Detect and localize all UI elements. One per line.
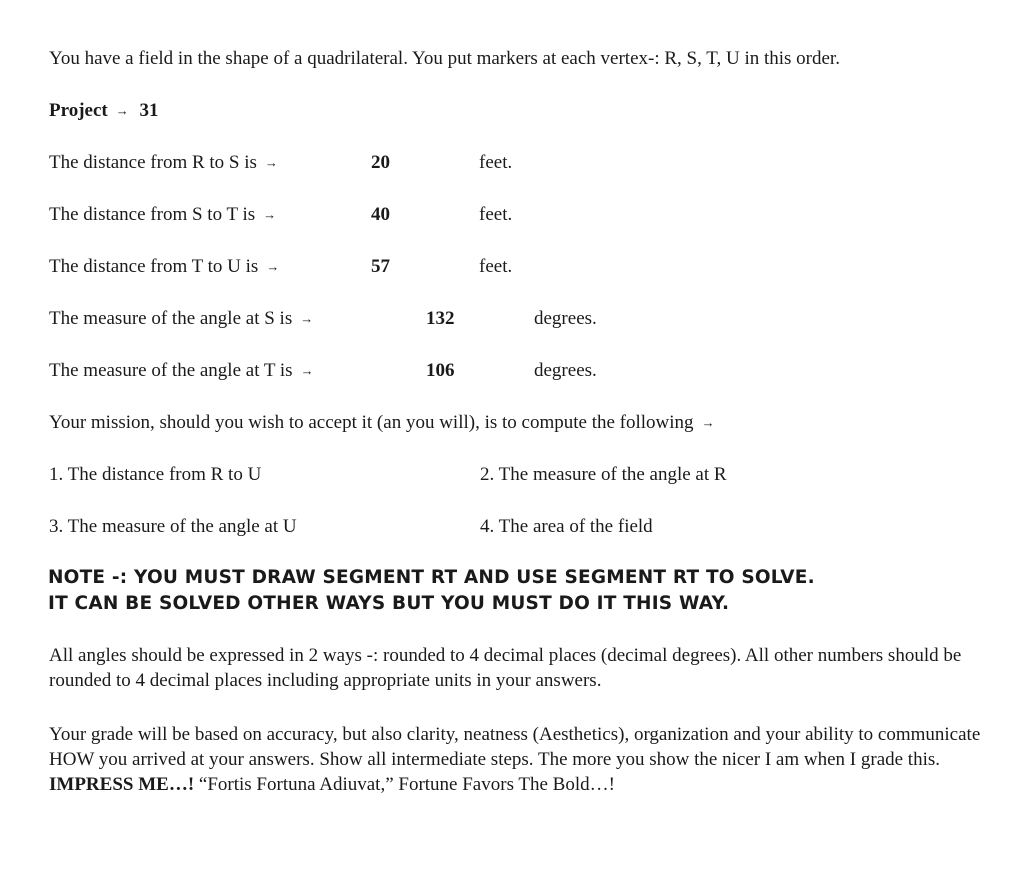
mission-sentence: Your mission, should you wish to accept it (an you will), is to compute the following [49, 412, 694, 433]
intro-text: You have a field in the shape of a quadrilateral. You put markers at each vertex-: R, S, T, U in this order. [49, 48, 840, 69]
given-row-angle-t [49, 359, 749, 384]
task-row-1 [49, 463, 979, 487]
given-unit: degrees. [534, 360, 597, 381]
given-label: The measure of the angle at T is [49, 360, 293, 381]
arrow-icon: → [300, 363, 314, 378]
grading-emphasis: IMPRESS ME…! [49, 774, 195, 795]
given-value: 57 [371, 256, 390, 277]
grading-text: Your grade will be based on accuracy, but also clarity, neatness (Aesthetics), organization and your ability to communicate HOW you arrived at your answers. Show all intermediate steps. The more you show the nicer I am when I grade this. [49, 724, 981, 770]
given-unit: feet. [479, 204, 513, 225]
mission-text [49, 411, 715, 436]
given-unit: feet. [479, 152, 513, 173]
project-number: 31 [139, 100, 159, 121]
task-row-2 [49, 515, 979, 539]
arrow-icon: → [266, 259, 280, 274]
given-value: 132 [426, 308, 455, 329]
task-item: 1. The distance from R to U [49, 464, 262, 485]
grading-motto: “Fortis Fortuna Adiuvat,” Fortune Favors The Bold…! [198, 774, 615, 795]
given-label: The distance from R to S is [49, 152, 257, 173]
given-label: The distance from T to U is [49, 256, 259, 277]
given-row-st [49, 203, 649, 228]
project-label: Project [49, 100, 108, 121]
arrow-icon: → [263, 207, 277, 222]
given-value: 40 [371, 204, 390, 225]
rounding-instructions: All angles should be expressed in 2 ways -: rounded to 4 decimal places (decimal degrees). All other numbers should be rounded to 4 decimal places including appropriate units in your answers. [49, 645, 962, 691]
given-value: 106 [426, 360, 455, 381]
project-heading [49, 99, 158, 124]
given-unit: feet. [479, 256, 513, 277]
given-row-rs [49, 151, 649, 176]
grading-paragraph [49, 722, 984, 797]
note-line-2: IT CAN BE SOLVED OTHER WAYS BUT YOU MUST DO IT THIS WAY. [48, 593, 730, 614]
given-row-tu [49, 255, 649, 280]
arrow-icon: → [264, 155, 278, 170]
arrow-icon: → [701, 415, 715, 430]
given-label: The distance from S to T is [49, 204, 256, 225]
given-row-angle-s [49, 307, 749, 332]
given-unit: degrees. [534, 308, 597, 329]
task-item: 3. The measure of the angle at U [49, 516, 297, 537]
given-label: The measure of the angle at S is [49, 308, 293, 329]
note-line-1: NOTE -: YOU MUST DRAW SEGMENT RT AND USE SEGMENT RT TO SOLVE. [48, 567, 815, 588]
task-item: 2. The measure of the angle at R [480, 464, 727, 485]
given-value: 20 [371, 152, 390, 173]
arrow-icon: → [115, 103, 129, 118]
arrow-icon: → [300, 311, 314, 326]
task-item: 4. The area of the field [480, 516, 653, 537]
